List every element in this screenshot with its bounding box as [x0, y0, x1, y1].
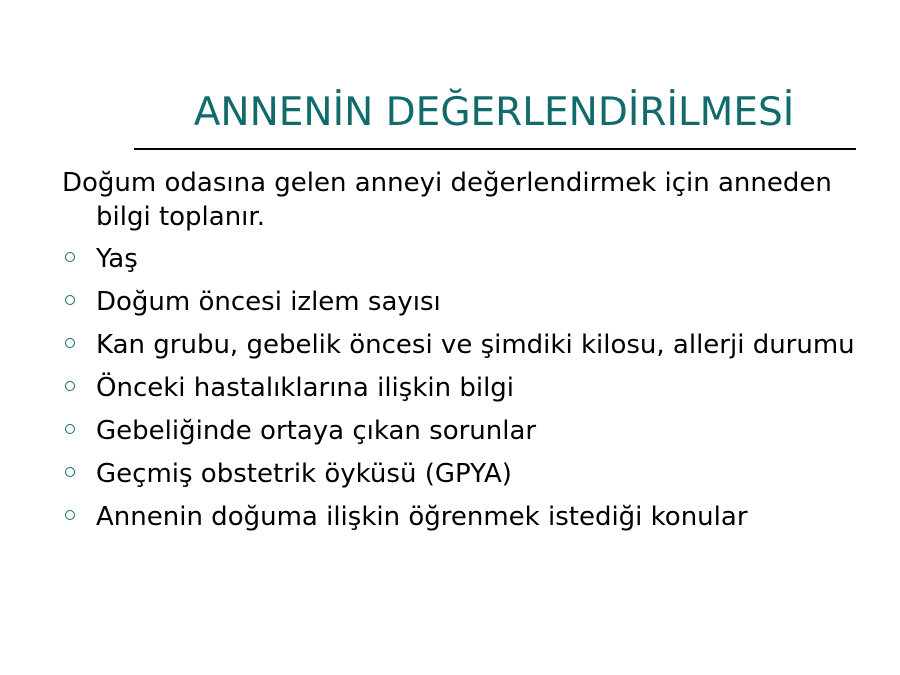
bullet-item — [62, 285, 862, 319]
hollow-circle-icon — [65, 295, 75, 305]
hollow-circle-icon — [65, 381, 75, 391]
bullet-text: Geçmiş obstetrik öyküsü (GPYA) — [96, 459, 512, 489]
hollow-circle-icon — [65, 510, 75, 520]
intro-text: Doğum odasına gelen anneyi değerlendirmek için anneden bilgi toplanır. — [62, 168, 832, 232]
bullet-text: Gebeliğinde ortaya çıkan sorunlar — [96, 416, 537, 446]
hollow-circle-icon — [65, 252, 75, 262]
bullet-text: Annenin doğuma ilişkin öğrenmek istediği konular — [96, 502, 748, 532]
bullet-item — [62, 371, 862, 405]
bullet-text: Kan grubu, gebelik öncesi ve şimdiki kilosu, allerji durumu — [96, 330, 855, 360]
bullet-list — [62, 242, 862, 534]
bullet-item — [62, 457, 862, 491]
hollow-circle-icon — [65, 338, 75, 348]
bullet-item — [62, 414, 862, 448]
slide-body — [62, 166, 862, 543]
slide-title: ANNENİN DEĞERLENDİRİLMESİ — [193, 90, 795, 135]
bullet-text: Doğum öncesi izlem sayısı — [96, 287, 441, 317]
bullet-item — [62, 242, 862, 276]
bullet-text: Yaş — [96, 244, 138, 274]
bullet-item — [62, 500, 862, 534]
hollow-circle-icon — [65, 424, 75, 434]
hollow-circle-icon — [65, 467, 75, 477]
bullet-text: Önceki hastalıklarına ilişkin bilgi — [96, 373, 515, 403]
title-divider — [134, 148, 856, 150]
bullet-item — [62, 328, 862, 362]
